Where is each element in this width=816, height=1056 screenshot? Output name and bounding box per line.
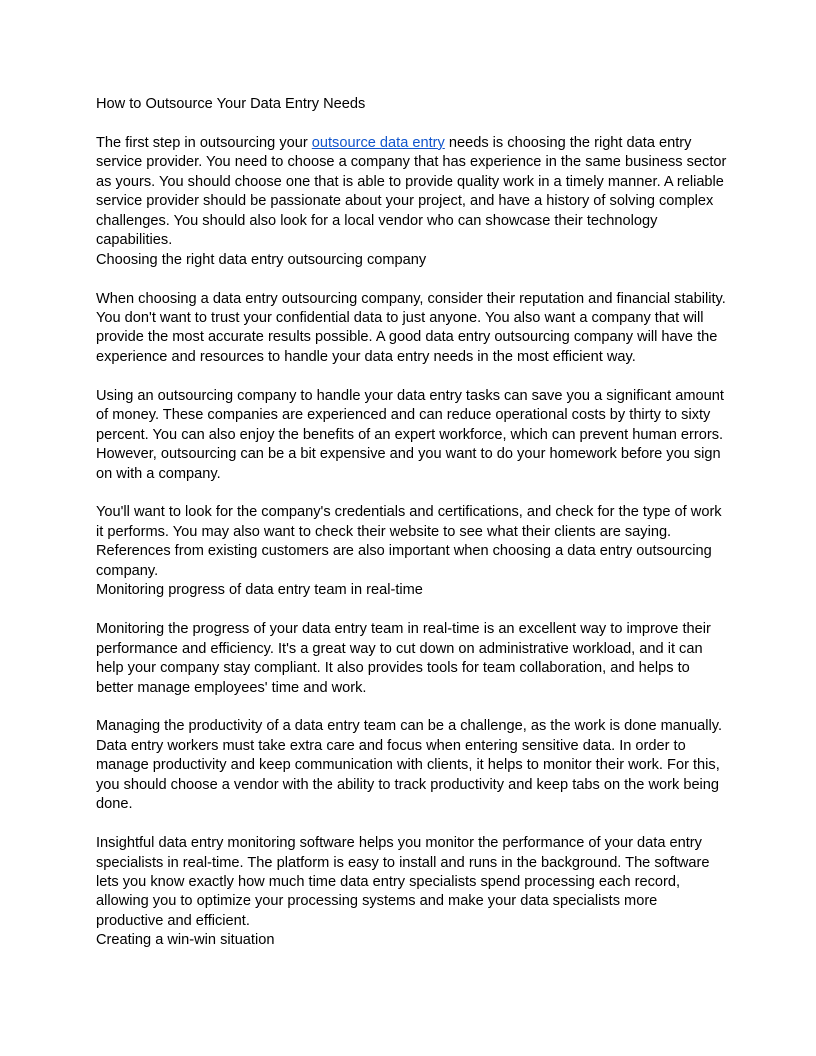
intro-text-before-link: The first step in outsourcing your — [96, 134, 312, 151]
document-page — [96, 95, 728, 951]
paragraph-monitoring-software: Insightful data entry monitoring software helps you monitor the performance of your data entry specialists in real-time. The platform is easy to install and runs in the background. The software lets you know exactly how much time data entry specialists spend processing each record, allowing you to optimize your processing systems and make your data specialists more productive and efficient. — [96, 835, 710, 929]
intro-text-after-link: needs is choosing the right data entry service provider. You need to choose a company that has experience in the same business sector as yours. You should choose one that is able to provide quality work in a timely manner. A reliable service provider should be passionate about your project, and have a history of solving complex challenges. You should also look for a local vendor who can showcase their technology capabilities. — [96, 134, 727, 249]
spacer — [96, 815, 728, 834]
outsource-data-entry-link[interactable]: outsource data entry — [311, 134, 445, 151]
spacer — [96, 601, 728, 620]
paragraph-reputation: When choosing a data entry outsourcing company, consider their reputation and financial stability. You don't want to trust your confidential data to just anyone. You also want a company that will provide the most accurate results possible. A good data entry outsourcing company will have the experience and resources to handle your data entry needs in the most efficient way. — [96, 290, 726, 365]
paragraph-managing-productivity: Managing the productivity of a data entry team can be a challenge, as the work is done manually. Data entry workers must take extra care and focus when entering sensitive data. In order to manage productivity and keep communication with clients, it helps to monitor their work. For this, you should choose a vendor with the ability to track productivity and keep tabs on the work being done. — [96, 718, 723, 813]
spacer — [96, 484, 728, 503]
intro-paragraph — [96, 134, 728, 251]
section-heading-win-win: Creating a win-win situation — [96, 932, 275, 949]
paragraph-credentials: You'll want to look for the company's credentials and certifications, and check for the type of work it performs. You may also want to check their website to see what their clients are saying. References from existing customers are also important when choosing a data entry outsourcing company. — [96, 504, 722, 579]
paragraph-real-time-monitoring: Monitoring the progress of your data entry team in real-time is an excellent way to improve their performance and efficiency. It's a great way to cut down on administrative workload, and it can help your company stay compliant. It also provides tools for team collaboration, and helps to better manage employees' time and work. — [96, 621, 711, 696]
document-title: How to Outsource Your Data Entry Needs — [96, 96, 366, 112]
paragraph-cost-savings: Using an outsourcing company to handle your data entry tasks can save you a significant amount of money. These companies are experienced and can reduce operational costs by thirty to sixty percent. You can also enjoy the benefits of an expert workforce, which can prevent human errors. However, outsourcing can be a bit expensive and you want to do your homework before you sign on with a company. — [96, 387, 724, 482]
section-heading-monitoring: Monitoring progress of data entry team in real-time — [96, 582, 423, 599]
section-heading-choosing: Choosing the right data entry outsourcing company — [96, 251, 427, 268]
spacer — [96, 698, 728, 717]
spacer — [96, 114, 728, 133]
spacer — [96, 367, 728, 386]
spacer — [96, 270, 728, 289]
